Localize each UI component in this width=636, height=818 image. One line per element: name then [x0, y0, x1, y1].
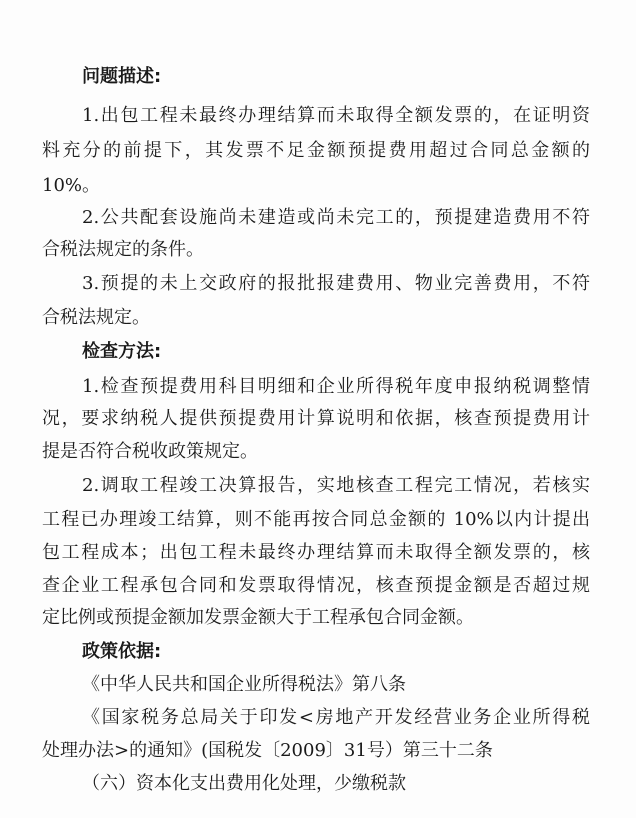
policy-item-2-line-1: 《国家税务总局关于印发<房地产开发经营业务企业所得税	[82, 707, 590, 728]
method-item-1-line-1: 1.检查预提费用科目明细和企业所得税年度申报纳税调整情	[82, 376, 590, 397]
method-item-2-line-4: 查企业工程承包合同和发票取得情况，核查预提金额是否超过规	[42, 575, 590, 596]
method-item-1-line-2: 况，要求纳税人提供预提费用计算说明和依据，核查预提费用计	[42, 408, 590, 429]
method-item-2-line-3: 包工程成本；出包工程未最终办理结算而未取得全额发票的，核	[42, 542, 590, 563]
method-item-2-line-2: 工程已办理竣工结算，则不能再按合同总金额的 10%以内计提出	[42, 509, 590, 530]
method-item-2-line-5: 定比例或预提金额加发票金额大于工程承包合同金额。	[42, 607, 474, 628]
next-section-heading: （六）资本化支出费用化处理，少缴税款	[82, 773, 406, 794]
heading-policy-basis: 政策依据:	[82, 641, 162, 662]
problem-item-1-line-3: 10%。	[42, 175, 101, 196]
problem-item-3-line-1: 3.预提的未上交政府的报批报建费用、物业完善费用，不符	[82, 273, 590, 294]
policy-item-2-line-2: 处理办法>的通知》(国税发〔2009〕31号）第三十二条	[42, 740, 493, 761]
policy-item-1: 《中华人民共和国企业所得税法》第八条	[82, 674, 406, 695]
problem-item-2-line-2: 合税法规定的条件。	[42, 239, 204, 260]
heading-problem-description: 问题描述:	[82, 66, 162, 87]
problem-item-1-line-1: 1.出包工程未最终办理结算而未取得全额发票的，在证明资	[82, 105, 590, 126]
heading-inspection-method: 检查方法:	[82, 341, 162, 362]
problem-item-1-line-2: 料充分的前提下，其发票不足金额预提费用超过合同总金额的	[42, 140, 590, 161]
method-item-1-line-3: 提是否符合税收政策规定。	[42, 441, 258, 462]
problem-item-2-line-1: 2.公共配套设施尚未建造或尚未完工的，预提建造费用不符	[82, 207, 590, 228]
problem-item-3-line-2: 合税法规定。	[42, 307, 150, 328]
method-item-2-line-1: 2.调取工程竣工决算报告，实地核查工程完工情况，若核实	[82, 475, 590, 496]
